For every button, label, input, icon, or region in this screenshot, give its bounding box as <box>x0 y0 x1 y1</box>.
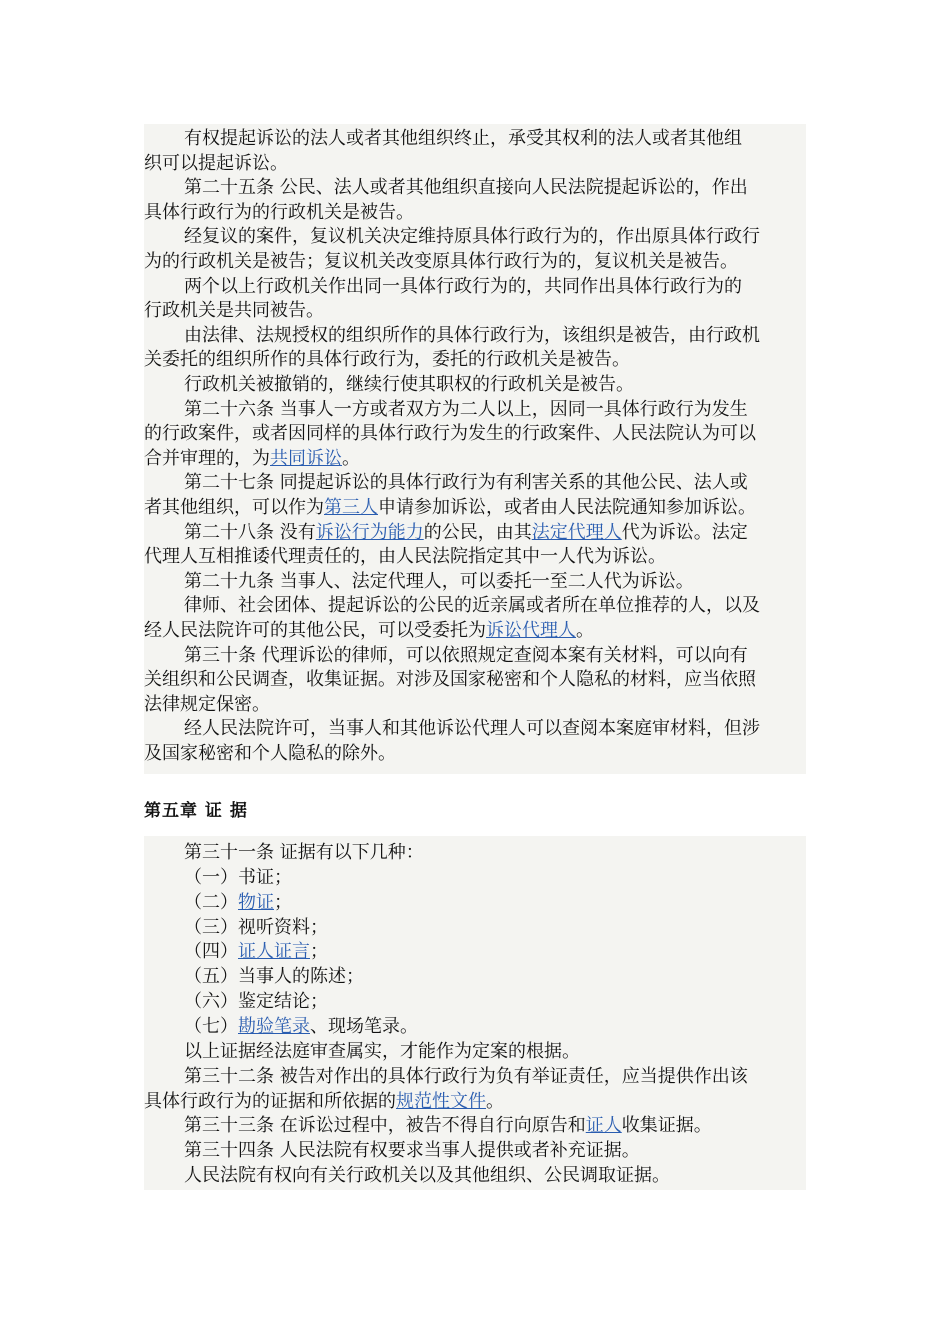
text-segment: 第三十一条 证据有以下几种： <box>184 842 424 863</box>
text-line <box>144 939 806 964</box>
text-segment: 人民法院有权向有关行政机关以及其他组织、公民调取证据。 <box>184 1165 670 1187</box>
text-line <box>144 1163 806 1188</box>
text-segment: （四） <box>184 941 238 963</box>
text-block-articles-25-30 <box>144 124 806 774</box>
text-segment: 的行政案件，或者因同样的具体行政行为发生的行政案件、人民法院认为可以 <box>144 423 756 445</box>
text-segment: ； <box>274 891 292 913</box>
text-segment: 织可以提起诉讼。 <box>144 152 288 174</box>
text-segment: 。 <box>342 447 360 469</box>
text-line <box>144 890 806 915</box>
glossary-link[interactable]: 证人 <box>585 1115 622 1137</box>
text-line <box>144 1039 806 1064</box>
chapter-heading: 第五章 证 据 <box>144 801 248 821</box>
text-line <box>144 224 806 249</box>
glossary-link[interactable]: 规范性文件 <box>396 1090 486 1112</box>
text-line <box>144 520 806 545</box>
text-segment: 第二十六条 当事人一方或者双方为二人以上，因同一具体行政行为发生 <box>184 398 748 420</box>
text-segment: 申请参加诉讼，或者由人民法院通知参加诉讼。 <box>378 497 756 518</box>
text-segment: 法律规定保密。 <box>144 693 270 715</box>
text-segment: 。 <box>486 1090 504 1112</box>
text-line <box>144 151 806 176</box>
text-line <box>144 249 806 274</box>
text-line <box>144 421 806 446</box>
text-line <box>144 323 806 348</box>
text-line <box>144 643 806 668</box>
text-line <box>144 1138 806 1163</box>
text-line <box>144 446 806 471</box>
text-line <box>144 544 806 569</box>
text-line <box>144 618 806 643</box>
text-segment: 第二十五条 公民、法人或者其他组织直接向人民法院提起诉讼的，作出 <box>184 177 748 199</box>
text-segment: 由法律、法规授权的组织所作的具体行政行为，该组织是被告，由行政机 <box>184 324 760 346</box>
text-segment: 的公民，由其 <box>423 521 532 543</box>
text-segment: 关委托的组织所作的具体行政行为，委托的行政机关是被告。 <box>144 349 630 371</box>
text-segment: 第三十条 代理诉讼的律师，可以依照规定查阅本案有关材料，可以向有 <box>184 644 748 666</box>
text-segment: 第三十四条 人民法院有权要求当事人提供或者补充证据。 <box>184 1140 640 1162</box>
text-line <box>144 915 806 940</box>
text-line <box>144 741 806 766</box>
text-block-articles-31-34 <box>144 836 806 1190</box>
text-segment: 为的行政机关是被告；复议机关改变原具体行政行为的，复议机关是被告。 <box>144 251 738 272</box>
text-segment: （七） <box>184 1015 238 1037</box>
text-segment: 第二十七条 同提起诉讼的具体行政行为有利害关系的其他公民、法人或 <box>184 472 748 494</box>
text-segment: 律师、社会团体、提起诉讼的公民的近亲属或者所在单位推荐的人，以及 <box>184 595 760 617</box>
glossary-link[interactable]: 物证 <box>238 891 274 913</box>
text-segment: （三）视听资料； <box>184 916 328 938</box>
text-line <box>144 667 806 692</box>
text-segment: 行政机关是共同被告。 <box>144 300 324 322</box>
text-line <box>144 716 806 741</box>
glossary-link[interactable]: 共同诉讼 <box>270 447 342 469</box>
text-line <box>144 865 806 890</box>
text-segment: 两个以上行政机关作出同一具体行政行为的，共同作出具体行政行为的 <box>184 275 742 297</box>
text-segment: 及国家秘密和个人隐私的除外。 <box>144 743 396 764</box>
text-line <box>144 175 806 200</box>
text-line <box>144 1113 806 1138</box>
text-line <box>144 593 806 618</box>
text-line <box>144 840 806 865</box>
text-line <box>144 569 806 594</box>
text-segment: 收集证据。 <box>621 1115 712 1137</box>
text-segment: （一）书证； <box>184 866 292 888</box>
text-segment: 。 <box>576 620 594 641</box>
text-segment: 经人民法院许可的其他公民，可以受委托为 <box>144 620 486 641</box>
text-segment: 代为诉讼。法定 <box>621 521 748 543</box>
text-line <box>144 1014 806 1039</box>
text-line <box>144 372 806 397</box>
text-segment: 行政机关被撤销的，继续行使其职权的行政机关是被告。 <box>184 374 634 395</box>
text-segment: （六）鉴定结论； <box>184 991 328 1013</box>
text-line <box>144 1064 806 1089</box>
text-line <box>144 964 806 989</box>
glossary-link[interactable]: 勘验笔录 <box>238 1015 310 1037</box>
glossary-link[interactable]: 诉讼代理人 <box>486 620 576 641</box>
text-segment: 代理人互相推诿代理责任的，由人民法院指定其中一人代为诉讼。 <box>144 546 666 568</box>
text-segment: ； <box>310 941 328 963</box>
text-segment: 具体行政行为的行政机关是被告。 <box>144 201 414 223</box>
text-segment: 第二十八条 没有 <box>184 521 316 543</box>
text-line <box>144 1089 806 1114</box>
text-line <box>144 495 806 520</box>
glossary-link[interactable]: 第三人 <box>324 497 378 518</box>
text-line <box>144 274 806 299</box>
text-line <box>144 200 806 225</box>
text-segment: 有权提起诉讼的法人或者其他组织终止，承受其权利的法人或者其他组 <box>184 128 742 149</box>
text-segment: 以上证据经法庭审查属实，才能作为定案的根据。 <box>184 1040 580 1062</box>
text-segment: 第三十三条 在诉讼过程中，被告不得自行向原告和 <box>184 1115 586 1137</box>
text-segment: 具体行政行为的证据和所依据的 <box>144 1090 396 1112</box>
text-segment: 第二十九条 当事人、法定代理人，可以委托一至二人代为诉讼。 <box>184 570 694 592</box>
text-segment: 经复议的案件，复议机关决定维持原具体行政行为的，作出原具体行政行 <box>184 226 760 248</box>
text-segment: 、现场笔录。 <box>310 1015 418 1037</box>
text-line <box>144 126 806 151</box>
glossary-link[interactable]: 法定代理人 <box>531 521 622 543</box>
text-line <box>144 692 806 717</box>
glossary-link[interactable]: 诉讼行为能力 <box>315 521 424 543</box>
text-line <box>144 989 806 1014</box>
text-line <box>144 298 806 323</box>
text-segment: 经人民法院许可，当事人和其他诉讼代理人可以查阅本案庭审材料，但涉 <box>184 718 760 740</box>
text-line <box>144 470 806 495</box>
text-segment: 第三十二条 被告对作出的具体行政行为负有举证责任，应当提供作出该 <box>184 1065 748 1087</box>
text-segment: 关组织和公民调查，收集证据。对涉及国家秘密和个人隐私的材料，应当依照 <box>144 669 756 691</box>
text-segment: （二） <box>184 891 238 913</box>
text-segment: 者其他组织，可以作为 <box>144 497 324 518</box>
text-line <box>144 347 806 372</box>
text-segment: （五）当事人的陈述； <box>184 966 364 988</box>
glossary-link[interactable]: 证人证言 <box>238 941 310 963</box>
text-segment: 合并审理的，为 <box>144 447 270 469</box>
text-line <box>144 397 806 422</box>
